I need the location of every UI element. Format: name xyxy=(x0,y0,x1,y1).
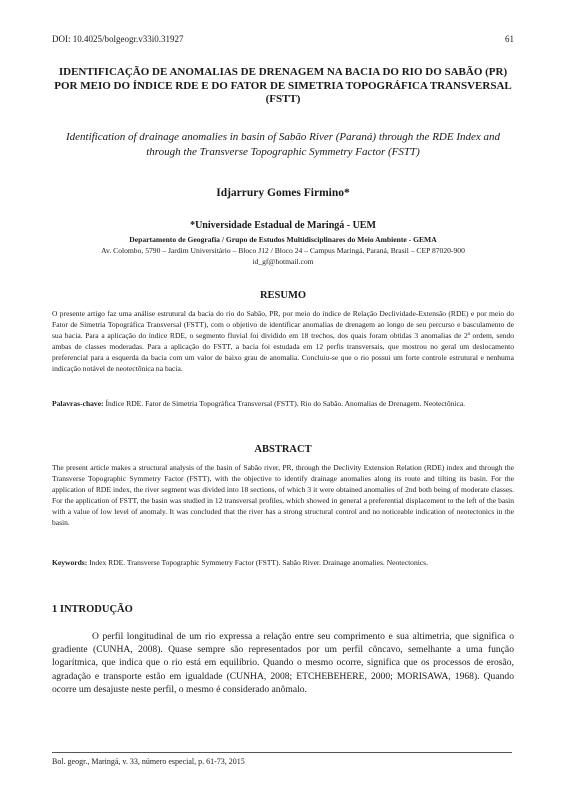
institution: *Universidade Estadual de Maringá - UEM xyxy=(190,220,376,231)
page-number: 61 xyxy=(505,34,514,44)
section-heading-introducao: 1 INTRODUÇÃO xyxy=(52,604,133,615)
keywords xyxy=(52,558,514,569)
palavras-chave-list: Índice RDE. Fator de Simetria Topográfica Transversal (FSTT). Rio do Sabão. Anomalias de Drenagem. Neotectônica. xyxy=(105,399,466,408)
journal-footer: Bol. geogr., Maringá, v. 33, número especial, p. 61-73, 2015 xyxy=(52,757,245,766)
title-english: Identification of drainage anomalies in basin of Sabão River (Paraná) through the RDE Index and through the Transverse Topographic Symmetry Factor (FSTT) xyxy=(65,131,501,158)
resumo-text: O presente artigo faz uma análise estrutural da bacia do rio do Sabão, PR, por meio do índice de Relação Declividade-Extensão (RDE) e por meio do Fator de Simetria Topográfica Transversal (FSTT), com o objetivo de identificar anomalias de drenagem ao longo de seu percurso e basculamento de sua bacia. Para a aplicação do índice RDE, o segmento fluvial foi dividido em 18 trechos, dos quais foram obtidas 3 anomalias de 2ª ordem, sendo ambas de classes moderadas. Para a aplicação do FSTT, a bacia foi estudada em 12 perfis transversais, que mostrou no geral um deslocamento preferencial para a esquerda da bacia com um valor de baixo grau de anomalia. Concluiu-se que o rio possui um forte controle estrutural e nenhuma indicação notável de neotectônica na bacia. xyxy=(52,309,514,373)
keywords-list: Index RDE. Transverse Topographic Symmetry Factor (FSTT). Sabão River. Drainage anomalies. Neotectonics. xyxy=(89,558,428,567)
title-portuguese: IDENTIFICAÇÃO DE ANOMALIAS DE DRENAGEM NA BACIA DO RIO DO SABÃO (PR) POR MEIO DO ÍNDICE RDE E DO FATOR DE SIMETRIA TOPOGRÁFICA TRANSVERSAL (FSTT) xyxy=(54,66,512,105)
author-name: Idjarrury Gomes Firmino* xyxy=(216,187,350,199)
address: Av. Colombo, 5790 – Jardim Universitário – Bloco J12 / Bloco 24 – Campus Maringá, Paraná, Brasil – CEP 87020-900 xyxy=(101,246,465,255)
abstract-text: The present article makes a structural analysis of the basin of Sabão river, PR, through the Declivity Extension Relation (RDE) index and through the Transverse Topographic Symmetry Factor (FSTT), with the objective to identify drainage anomalies along its route and tilting its basin. For the application of RDE index, the river segment was divided into 18 sections, of which 3 it were obtained anomalies of 2nd both being of moderate classes. For the application of FSTT, the basin was studied in 12 transversal profiles, which showed in general a preferential displacement to the left of the basin with a value of low level of anomaly. It was concluded that the river has a strong structural control and no noticeable indication of neotectonics in the basin. xyxy=(52,463,514,527)
abstract-heading: ABSTRACT xyxy=(254,444,312,455)
palavras-chave-label: Palavras-chave: xyxy=(52,399,104,408)
intro-paragraph: O perfil longitudinal de um rio expressa a relação entre seu comprimento e sua altimetria, que significa o gradiente (CUNHA, 2008). Quase sempre são representados por um perfil côncavo, semelhante a uma função logarítmica, que indica que o rio está em equilíbrio. Quando o mesmo ocorre, significa que os processos de erosão, agradação e transporte estão em igualdade (CUNHA, 2008; ETCHEBEHERE, 2000; MORISAWA, 1968). Quando ocorre um desajuste neste perfil, o mesmo é considerado anômalo. xyxy=(52,631,514,695)
palavras-chave xyxy=(52,399,514,410)
resumo-heading: RESUMO xyxy=(259,290,307,301)
author-email[interactable]: id_gf@hotmail.com xyxy=(252,257,314,266)
doi-text[interactable]: DOI: 10.4025/bolgeogr.v33i0.31927 xyxy=(52,34,184,44)
footer-rule xyxy=(52,752,512,753)
keywords-label: Keywords: xyxy=(52,558,88,567)
affiliation-block xyxy=(52,219,514,267)
department: Departamento de Geografia / Grupo de Estudos Multidisciplinares do Meio Ambiente - GEMA xyxy=(129,235,437,244)
